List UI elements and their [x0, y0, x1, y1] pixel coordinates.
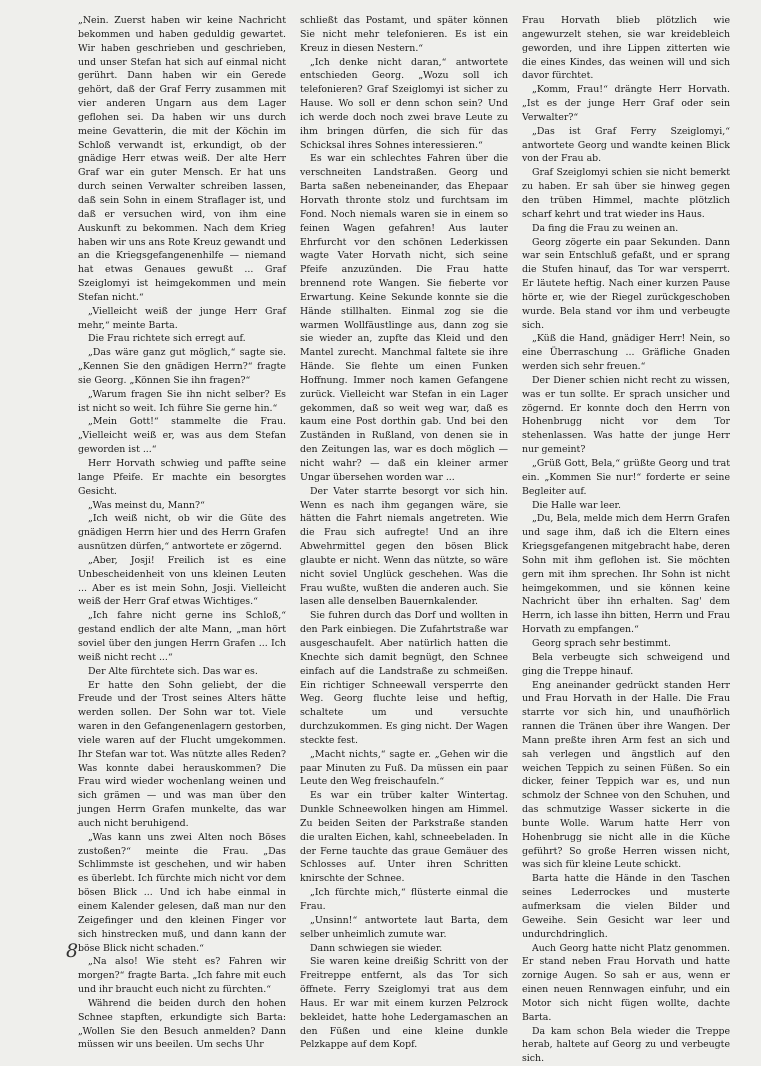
paragraph: Graf Szeiglomyi schien sie nicht bemerkt zu haben. Er sah über sie hinweg gegen den trüben Himmel, machte plötzlich scharf kehrt und trat wieder ins Haus. [522, 167, 730, 220]
paragraph: „Das wäre ganz gut möglich,“ sagte sie. „Kennen Sie den gnädigen Herrn?“ fragte sie Georg. „Können Sie ihn fragen?“ [78, 347, 286, 386]
paragraph: Da kam schon Bela wieder die Treppe herab, haltete auf Georg zu und verbeugte sich. [522, 1025, 730, 1065]
paragraph: Sie fuhren durch das Dorf und wollten in den Park einbiegen. Die Zufahrtstraße war ausgeschaufelt. Aber natürlich hatten die Knechte sich damit begnügt, den Schnee einfach auf die Landstraße zu schmeißen. Ein richtiger Schneewall versperrte den Weg. Georg fluchte leise und heftig, schaltete um und versuchte durchzukommen. Es ging nicht. Der Wagen steckte fest. [300, 610, 508, 746]
paragraph: Sie waren keine dreißig Schritt von der Freitreppe entfernt, als das Tor sich öffnete. Ferry Szeiglomyi trat aus dem Haus. Er war mit einem kurzen Pelzrock bekleidet, hatte hohe Ledergamaschen an den Füßen und eine kleine dunkle Pelzkappe auf dem Kopf. [300, 956, 508, 1051]
paragraph: „Vielleicht weiß der junge Herr Graf mehr,“ meinte Barta. [78, 305, 286, 331]
paragraph: Georg zögerte ein paar Sekunden. Dann war sein Entschluß gefaßt, und er sprang die Stufen hinauf, das Tor war versperrt. Er läutete heftig. Nach einer kurzen Pause hörte er, wie der Riegel zurückgeschoben wurde. Bela stand vor ihm und verbeugte sich. [522, 236, 730, 331]
paragraph: „Nein. Zuerst haben wir keine Nachricht bekommen und haben geduldig gewartet. Wir haben geschrieben und geschrieben, und unser Stefan hat sich auf einmal nicht gerührt. Dann haben wir ein Gerede gehört, daß der Graf Ferry zusammen mit vier anderen Ungarn aus dem Lager geflohen sei. Da haben wir uns durch meine Gevatterin, die mit der Köchin im Schloß verwandt ist, erkundigt, ob der gnädige Herr etwas weiß. Der alte Herr Graf war ein guter Mensch. Er hat uns durch seinen Verwalter schreiben lassen, daß sein Sohn in einem Straflager ist, und daß er versuchen wird, von ihm eine Auskunft zu bekommen. Nach dem Krieg haben wir uns ans Rote Kreuz gewandt und an die Kriegsgefangenenhilfe — niemand hat etwas Genaues gewußt ... Graf Szeiglomyi ist heimgekommen und mein Stefan nicht.“ [78, 15, 286, 303]
text-column-right [522, 14, 730, 1065]
paragraph: Eng aneinander gedrückt standen Herr und Frau Horvath in der Halle. Die Frau starrte vor sich hin, und unaufhörlich rannen die Tränen über ihre Wangen. Der Mann preßte ihren Arm fest an sich und sah verlegen und ängstlich auf den weichen Teppich zu seinen Füßen. So ein dicker, feiner Teppich war es, und nun schmolz der Schnee von den Schuhen, und das schmutzige Wasser sickerte in die bunte Wolle. Warum hatte Herr von Hohenbrugg sie nicht alle in die Küche geführt? So große Herren wissen nicht, was sich für kleine Leute schickt. [522, 679, 730, 871]
paragraph: Es war ein schlechtes Fahren über die verschneiten Landstraßen. Georg und Barta saßen nebeneinander, das Ehepaar Horvath thronte stolz und furchtsam im Fond. Noch niemals waren sie in einem so feinen Wagen gefahren! Aus lauter Ehrfurcht vor den schönen Lederkissen wagte Vater Horvath nicht, sich seine Pfeife anzuzünden. Die Frau hatte brennend rote Wangen. Sie fieberte vor Erwartung. Keine Sekunde konnte sie die Hände stillhalten. Einmal zog sie die warmen Wollfäustlinge aus, dann zog sie sie wieder an, zupfte das Kleid und den Mantel zurecht. Manchmal faltete sie ihre Hände. Sie flehte um einen Funken Hoffnung. Immer noch kamen Gefangene zurück. Vielleicht war Stefan in ein Lager gekommen, daß so weit weg war, daß es kaum eine Post dorthin gab. Und bei den Zuständen in Rußland, von denen sie in den Zeitungen las, war es doch möglich — nicht wahr? — daß ein kleiner armer Ungar übersehen worden war ... [300, 153, 508, 483]
paragraph: „Ich fahre nicht gerne ins Schloß,“ gestand endlich der alte Mann, „man hört soviel über den jungen Herrn Grafen ... Ich weiß nicht recht ...“ [78, 610, 286, 663]
paragraph: „Was kann uns zwei Alten noch Böses zustoßen?“ meinte die Frau. „Das Schlimmste ist geschehen, und wir haben es überlebt. Ich fürchte mich nicht vor dem bösen Blick ... Und ich habe einmal in einem Kalender gelesen, daß man nur den Zeigefinger und den kleinen Finger vor sich hinstrecken muß, und dann kann der böse Blick nicht schaden.“ [78, 831, 286, 954]
paragraph: Der Alte fürchtete sich. Das war es. [88, 665, 258, 677]
paragraph: „Das ist Graf Ferry Szeiglomyi,“ antwortete Georg und wandte keinen Blick von der Frau ab. [522, 125, 730, 165]
paragraph: „Na also! Wie steht es? Fahren wir morgen?“ fragte Barta. „Ich fahre mit euch und ihr braucht euch nicht zu fürchten.“ [78, 956, 286, 996]
paragraph: Er hatte den Sohn geliebt, der die Freude und der Trost seines Alters hätte werden sollen. Der Sohn war tot. Viele waren in den Gefangenenlagern gestorben, viele waren auf der Flucht umgekommen. Ihr Stefan war tot. Was nützte alles Reden? Was konnte dabei herauskommen? Die Frau wird wieder wochenlang weinen und sich grämen — und was man über den jungen Herrn Grafen munkelte, das war auch nicht beruhigend. [78, 679, 286, 829]
paragraph: „Ich weiß nicht, ob wir die Güte des gnädigen Herrn hier und des Herrn Grafen ausnützen dürfen,“ antwortete er zögernd. [78, 513, 286, 553]
paragraph: Es war ein trüber kalter Wintertag. Dunkle Schneewolken hingen am Himmel. Zu beiden Seiten der Parkstraße standen die uralten Eichen, kahl, schneebeladen. In der Ferne tauchte das graue Gemäuer des Schlosses auf. Unter ihren Schritten knirschte der Schnee. [300, 790, 508, 885]
paragraph: „Ich fürchte mich,“ flüsterte einmal die Frau. [300, 887, 508, 912]
paragraph: Die Frau richtete sich erregt auf. [88, 333, 246, 345]
paragraph: Während die beiden durch den hohen Schnee stapften, erkundigte sich Barta: „Wollen Sie den Besuch anmelden? Dann müssen wir uns beeilen. Um sechs Uhr [78, 997, 286, 1051]
text-column-middle [300, 14, 508, 1051]
paragraph: „Was meinst du, Mann?“ [88, 499, 205, 511]
paragraph: „Warum fragen Sie ihn nicht selber? Es ist nicht so weit. Ich führe Sie gerne hin.“ [78, 388, 286, 414]
paragraph: „Komm, Frau!“ drängte Herr Horvath. „Ist es der junge Herr Graf oder sein Verwalter?“ [522, 84, 730, 123]
paragraph: Die Halle war leer. [532, 499, 621, 511]
paragraph: Der Diener schien nicht recht zu wissen, was er tun sollte. Er sprach unsicher und zögernd. Er konnte doch den Herrn von Hohenbrugg nicht vor dem Tor stehenlassen. Was hatte der junge Herr nur gemeint? [522, 374, 730, 456]
paragraph: „Macht nichts,“ sagte er. „Gehen wir die paar Minuten zu Fuß. Da müssen ein paar Leute den Weg freischaufeln.“ [300, 748, 508, 788]
page-number: 8 [66, 940, 79, 962]
paragraph: Herr Horvath schwieg und paffte seine lange Pfeife. Er machte ein besorgtes Gesicht. [78, 458, 286, 497]
paragraph: schließt das Postamt, und später können Sie nicht mehr telefonieren. Es ist ein Kreuz in diesen Nestern.“ [300, 15, 508, 54]
paragraph: „Küß die Hand, gnädiger Herr! Nein, so eine Überraschung ... Gräfliche Gnaden werden sich sehr freuen.“ [522, 333, 730, 373]
paragraph: Auch Georg hatte nicht Platz genommen. Er stand neben Frau Horvath und hatte zornige Augen. So sah er aus, wenn er einen neuen Rennwagen einfuhr, und ein Motor sich nicht fügen wollte, dachte Barta. [522, 942, 730, 1023]
paragraph: Frau Horvath blieb plötzlich wie angewurzelt stehen, sie war kreidebleich geworden, und ihre Lippen zitterten wie die eines Kindes, das weinen will und sich davor fürchtet. [522, 15, 730, 82]
text-column-left [78, 14, 286, 1051]
paragraph: Dann schwiegen sie wieder. [310, 942, 443, 954]
paragraph: Bela verbeugte sich schweigend und ging die Treppe hinauf. [522, 651, 730, 677]
paragraph: Der Vater starrte besorgt vor sich hin. Wenn es nach ihm gegangen wäre, sie hätten die Fahrt niemals angetreten. Wie die Frau sich aufregte! Und an ihre Abwehrmittel gegen den bösen Blick glaubte er nicht. Wenn das nützte, so wäre nicht soviel Unglück geschehen. Was die Frau wußte, wußten die anderen auch. Sie lasen alle denselben Bauernkalender. [300, 485, 508, 608]
paragraph: „Unsinn!“ antwortete laut Barta, dem selber unheimlich zumute war. [300, 914, 508, 940]
paragraph: Barta hatte die Hände in den Taschen seines Lederrockes und musterte aufmerksam die vielen Bilder und Geweihe. Sein Gesicht war leer und undurchdringlich. [522, 873, 730, 940]
paragraph: „Aber, Josji! Freilich ist es eine Unbescheidenheit von uns kleinen Leuten ... Aber es ist mein Sohn, Josji. Vielleicht weiß der Herr Graf etwas Wichtiges.“ [78, 554, 286, 608]
paragraph: Da fing die Frau zu weinen an. [532, 222, 679, 234]
paragraph: „Du, Bela, melde mich dem Herrn Grafen und sage ihm, daß ich die Eltern eines Kriegsgefangenen mitgebracht habe, deren Sohn mit ihm geflohen ist. Sie möchten gern mit ihm sprechen. Ihr Sohn ist nicht heimgekommen, und sie können keine Nachricht über ihn erhalten. Sag' dem Herrn, ich lasse ihn bitten, Herrn und Frau Horvath zu empfangen.“ [522, 513, 730, 636]
magazine-page [78, 14, 730, 1065]
paragraph: Georg sprach sehr bestimmt. [532, 637, 671, 649]
paragraph: „Mein Gott!“ stammelte die Frau. „Vielleicht weiß er, was aus dem Stefan geworden ist ...“ [78, 416, 286, 456]
paragraph: „Grüß Gott, Bela,“ grüßte Georg und trat ein. „Kommen Sie nur!“ forderte er seine Begleiter auf. [522, 458, 730, 497]
paragraph: „Ich denke nicht daran,“ antwortete entschieden Georg. „Wozu soll ich telefonieren? Graf Szeiglomyi ist sicher zu Hause. Wo soll er denn schon sein? Und ich werde doch noch zwei brave Leute zu ihm bringen dürfen, die sich für das Schicksal ihres Sohnes interessieren.“ [300, 56, 508, 151]
